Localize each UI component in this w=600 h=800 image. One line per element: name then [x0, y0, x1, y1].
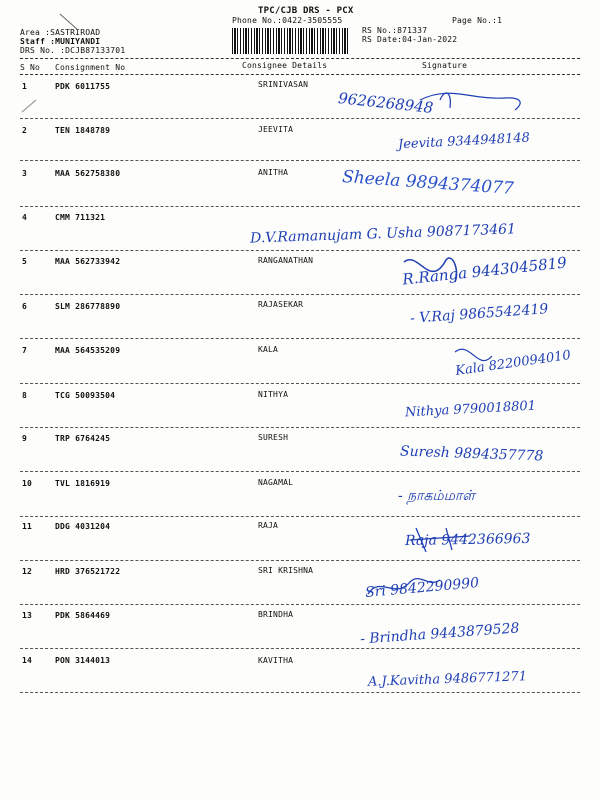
pen-stroke — [404, 258, 457, 282]
row-signature: - நாகம்மாள் — [398, 488, 475, 504]
row-consignment: SLM 286778890 — [55, 302, 121, 311]
row-consignment: MAA 562733942 — [55, 257, 121, 266]
row-sno: 8 — [22, 391, 28, 400]
row-signature: Nithya 9790018801 — [404, 398, 537, 421]
row-sno: 13 — [22, 611, 33, 620]
row-consignment: TVL 1816919 — [55, 479, 111, 488]
phone-number: Phone No.:0422-3505555 — [232, 16, 343, 25]
staff-label: Staff :MUNIYANDI — [20, 37, 101, 46]
row-consignment: PDK 6011755 — [55, 82, 111, 91]
row-consignee: NITHYA — [258, 390, 289, 399]
area-label: Area :SASTRIROAD — [20, 28, 101, 37]
pen-stroke — [420, 93, 520, 110]
drs-number: DRS No. :DCJB87133701 — [20, 46, 126, 55]
row-signature: Raja 9442366963 — [404, 530, 531, 550]
row-consignment: PDK 5864469 — [55, 611, 111, 620]
row-signature: R.Ranga 9443045819 — [401, 253, 568, 289]
row-signature: Sri 9842290990 — [364, 575, 480, 601]
row-sno: 6 — [22, 302, 28, 311]
row-signature: Jeevita 9344948148 — [397, 130, 531, 153]
row-consignee: JEEVITA — [258, 125, 294, 134]
row-consignment: DDG 4031204 — [55, 522, 111, 531]
column-header-sno: S No — [20, 63, 41, 72]
row-consignee: RANGANATHAN — [258, 256, 314, 265]
row-consignee: RAJASEKAR — [258, 300, 304, 309]
rs-date: RS Date:04-Jan-2022 — [362, 35, 458, 44]
row-sno: 3 — [22, 169, 28, 178]
page-number: Page No.:1 — [452, 16, 503, 25]
pen-stroke — [410, 528, 470, 552]
row-sno: 5 — [22, 257, 28, 266]
row-sno: 4 — [22, 213, 28, 222]
row-consignee: SRINIVASAN — [258, 80, 309, 89]
row-consignment: TCG 50093504 — [55, 391, 116, 400]
row-consignment: MAA 564535209 — [55, 346, 121, 355]
row-signature: 9626268948 — [337, 89, 435, 117]
row-sno: 7 — [22, 346, 28, 355]
row-consignee: SRI KRISHNA — [258, 566, 314, 575]
row-signature: - V.Raj 9865542419 — [409, 301, 549, 327]
column-header-consignee: Consignee Details — [242, 61, 328, 70]
row-signature: A.J.Kavitha 9486771271 — [367, 669, 528, 690]
row-signature: Kala 8220094010 — [454, 347, 572, 380]
document-title: TPC/CJB DRS - PCX — [258, 6, 354, 16]
row-signature: D.V.Ramanujam G. Usha 9087173461 — [249, 221, 517, 247]
row-consignee: NAGAMAL — [258, 478, 294, 487]
row-sno: 14 — [22, 656, 33, 665]
scan-mark-stroke — [60, 14, 78, 30]
row-sno: 11 — [22, 522, 33, 531]
column-header-signature: Signature — [422, 61, 468, 70]
row-consignment: TRP 6764245 — [55, 434, 111, 443]
row-consignee: BRINDHA — [258, 610, 294, 619]
pen-stroke — [368, 579, 440, 594]
row-consignment: MAA 562758380 — [55, 169, 121, 178]
row-consignment: HRD 376521722 — [55, 567, 121, 576]
row-consignee: ANITHA — [258, 168, 289, 177]
row-sno: 12 — [22, 567, 33, 576]
row-consignment: CMM 711321 — [55, 213, 106, 222]
row-signature: Sheela 9894374077 — [341, 167, 515, 199]
column-header-consignment: Consignment No — [55, 63, 126, 72]
scan-mark-stroke — [22, 100, 36, 112]
row-consignee: RAJA — [258, 521, 279, 530]
row-consignee: KAVITHA — [258, 656, 294, 665]
row-sno: 2 — [22, 126, 28, 135]
row-consignment: PON 3144013 — [55, 656, 111, 665]
row-sno: 9 — [22, 434, 28, 443]
row-sno: 10 — [22, 479, 33, 488]
pen-stroke — [455, 349, 492, 360]
row-sno: 1 — [22, 82, 28, 91]
row-consignee: SURESH — [258, 433, 289, 442]
row-signature: Suresh 9894357778 — [399, 443, 544, 465]
row-consignment: TEN 1848789 — [55, 126, 111, 135]
row-signature: - Brindha 9443879528 — [359, 620, 520, 648]
pen-stroke — [440, 93, 450, 108]
rs-number: RS No.:871337 — [362, 26, 428, 35]
row-consignee: KALA — [258, 345, 279, 354]
